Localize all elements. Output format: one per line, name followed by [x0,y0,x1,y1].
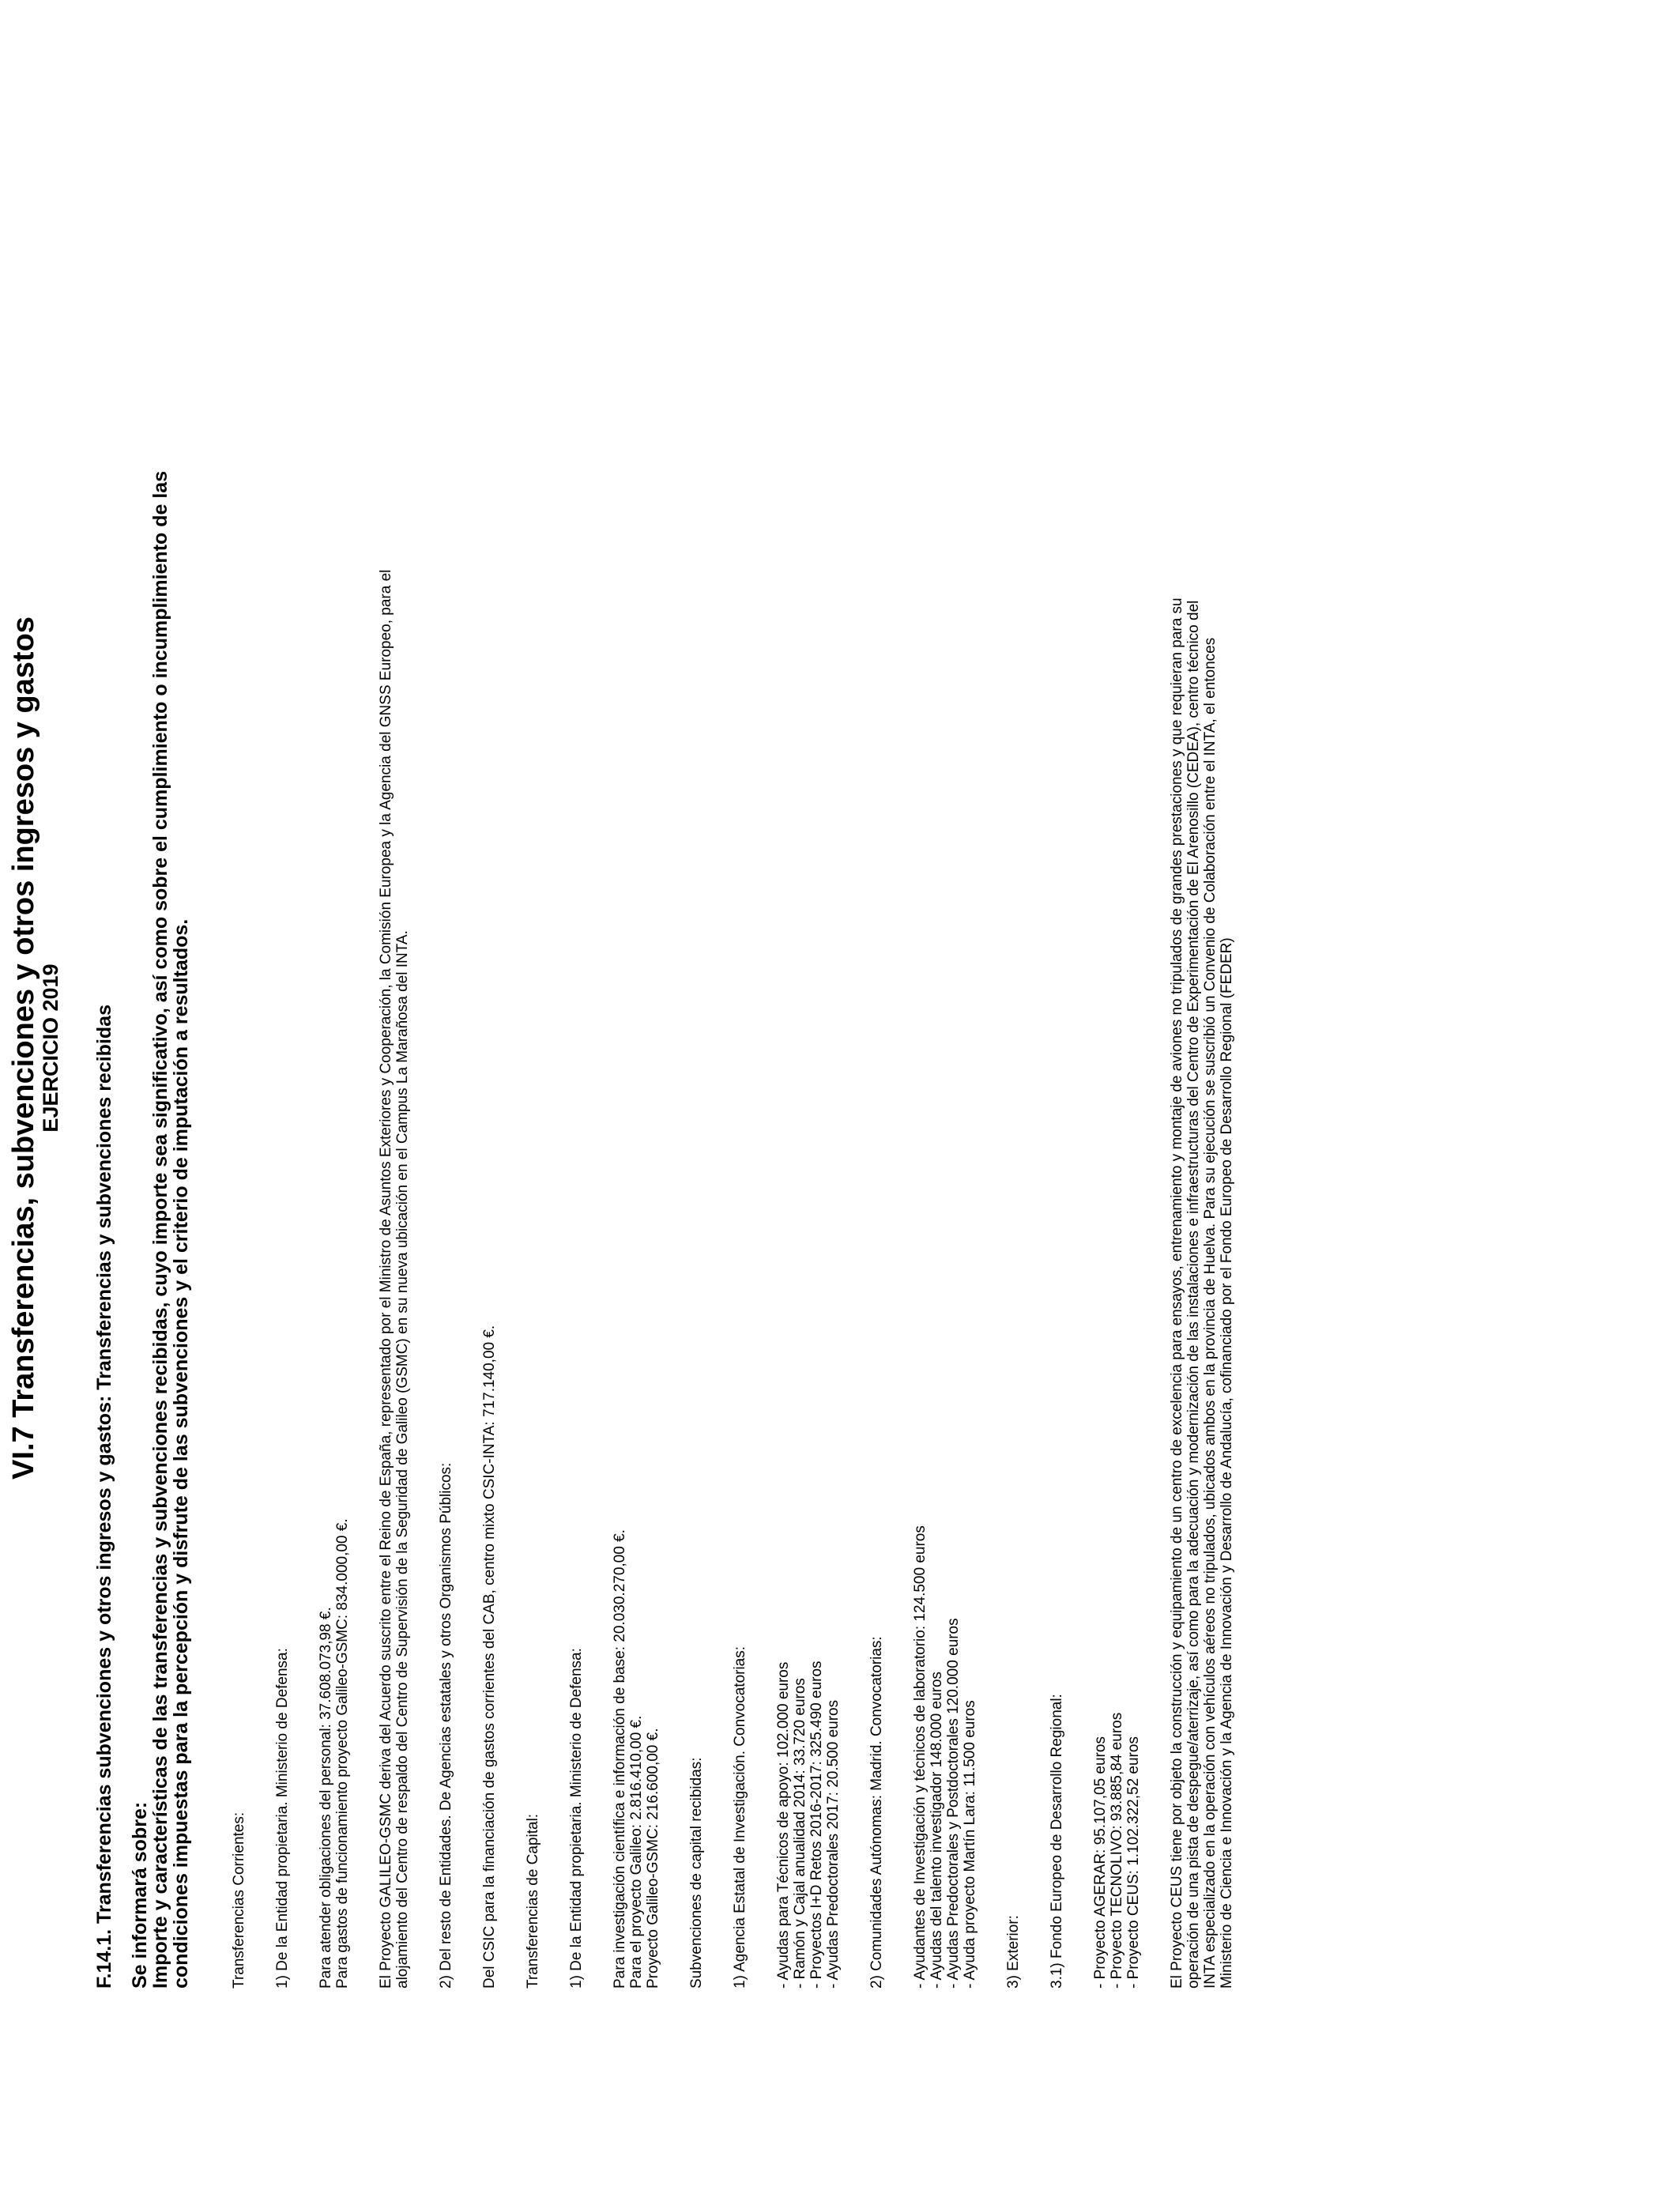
informara-block [130,107,191,1989]
tc-personal: Para atender obligaciones del personal: 37.608.073,98 €. [318,1607,334,1989]
tk-investigacion: Para investigación científica e información de base: 20.030.270,00 €. [612,1529,628,1989]
list-item: - Proyecto TECNOLIVO: 93.885,84 euros [1109,1712,1125,1989]
list-item: - Ayuda proyecto Martín Lara: 11.500 euros [962,1700,978,1989]
tc-amounts [318,107,351,1989]
informara-label: Se informará sobre: [129,1801,151,1989]
agencia-estatal-heading: 1) Agencia Estatal de Investigación. Convocatorias: [732,1646,748,1989]
tk-galileo: Para el proyecto Galileo: 2.816.410,00 €. [628,1715,645,1989]
informara-line-2: condiciones impuestas para la percepción y disfrute de las subvenciones y el criterio de imputación a resultados. [170,918,192,1989]
list-item: - Ramón y Cajal anualidad 2014: 33.720 euros [792,1678,808,1989]
page-subtitle: EJERCICIO 2019 [39,963,62,1133]
list-item: - Ayudas Predoctorales 2017: 20.500 euros [825,1699,842,1989]
feder-list [1092,107,1142,1989]
galileo-line-1: El Proyecto GALILEO-GSMC deriva del Acuerdo suscrito entre el Reino de España, representado por el Ministro de Asuntos Exteriores y Cooperación, la Comisión Europea y la Agencia del GNSS Europeo, para el [378,569,394,1989]
ceus-line-4: Ministerio de Ciencia e Innovación y la Agencia de Innovación y Desarrollo de Andalucía, cofinanciado por el Fondo Europeo de Desarrollo Regional (FEDER) [1219,937,1235,1989]
agencia-estatal-list [775,107,842,1989]
galileo-paragraph [378,107,411,1989]
ceus-line-1: El Proyecto CEUS tiene por objeto la construcción y equipamiento de un centro de excelencia para ensayos, entrenamiento y montaje de aviones no tripulados de grandes prestaciones y que requieran para su [1169,598,1185,1989]
page-title: VI.7 Transferencias, subvenciones y otros ingresos y gastos [7,616,40,1480]
transferencias-capital-heading: Transferencias de Capital: [525,1813,541,1989]
tc-entidad-propietaria: 1) De la Entidad propietaria. Ministerio de Defensa: [274,1648,291,1989]
subvenciones-capital-heading: Subvenciones de capital recibidas: [688,1757,705,1989]
feder-heading: 3.1) Fondo Europeo de Desarrollo Regional: [1049,1694,1065,1989]
informara-line-1: Importe y características de las transferencias y subvenciones recibidas, cuyo importe sea significativo, así como sobre el cumplimiento o incumplimiento de las [149,470,171,1989]
tk-entidad-propietaria: 1) De la Entidad propietaria. Ministerio de Defensa: [568,1648,585,1989]
tk-amounts [612,107,661,1989]
galileo-line-2: alojamiento del Centro de respaldo del Centro de Supervisión de la Seguridad de Galileo (GSMC) en su nueva ubicación en el Campus La Marañosa del INTA. [394,930,411,1989]
tc-galileo: Para gastos de funcionamiento proyecto Galileo-GSMC: 834.000,00 €. [334,1518,351,1989]
ceus-line-2: operación de una pista de despegue/aterrizaje, así como para la adecuación y modernización de las instalaciones e infraestructuras del Centro de Experimentación de El Arenosillo (CEDEA), centro técnico del [1185,600,1202,1989]
tc-csic: Del CSIC para la financiación de gastos corrientes del CAB, centro mixto CSIC-INTA: 717.140,00 €. [481,1325,498,1989]
list-item: - Ayudas del talento investigador 148.000 euros [929,1671,945,1989]
list-item: - Proyecto CEUS: 1.102.322,52 euros [1125,1736,1142,1989]
ceus-line-3: INTA especializado en la operación con vehículos aéreos no tripulados, ubicados ambos en la provincia de Huelva. Para su ejecución se suscribió un Convenio de Colaboración entre el INTA, el entonces [1202,637,1219,1989]
section-heading: F.14.1. Transferencias subvenciones y otros ingresos y gastos: Transferencias y subvenciones recibidas [93,1005,115,1989]
transferencias-corrientes-heading: Transferencias Corrientes: [231,1811,247,1989]
list-item: - Proyectos I+D Retos 2016-2017: 325.490 euros [808,1661,825,1989]
tk-gsmc: Proyecto Galileo-GSMC: 216.600,00 €. [645,1728,661,1989]
document-content [8,107,1262,1989]
list-item: - Ayudas para Técnicos de apoyo: 102.000 euros [775,1661,792,1989]
tc-resto-entidades: 2) Del resto de Entidades. De Agencias estatales y otros Organismos Públicos: [438,1462,454,1989]
exterior-heading: 3) Exterior: [1005,1915,1022,1989]
ceus-paragraph [1169,107,1235,1989]
list-item: - Ayudantes de Investigación y técnicos de laboratorio: 124.500 euros [912,1525,929,1989]
comunidades-heading: 2) Comunidades Autónomas: Madrid. Convocatorias: [868,1636,885,1989]
list-item: - Ayudas Predoctorales y Postdoctorales 120.000 euros [945,1618,962,1989]
list-item: - Proyecto AGERAR: 95.107,05 euros [1092,1736,1109,1989]
comunidades-list [912,107,978,1989]
